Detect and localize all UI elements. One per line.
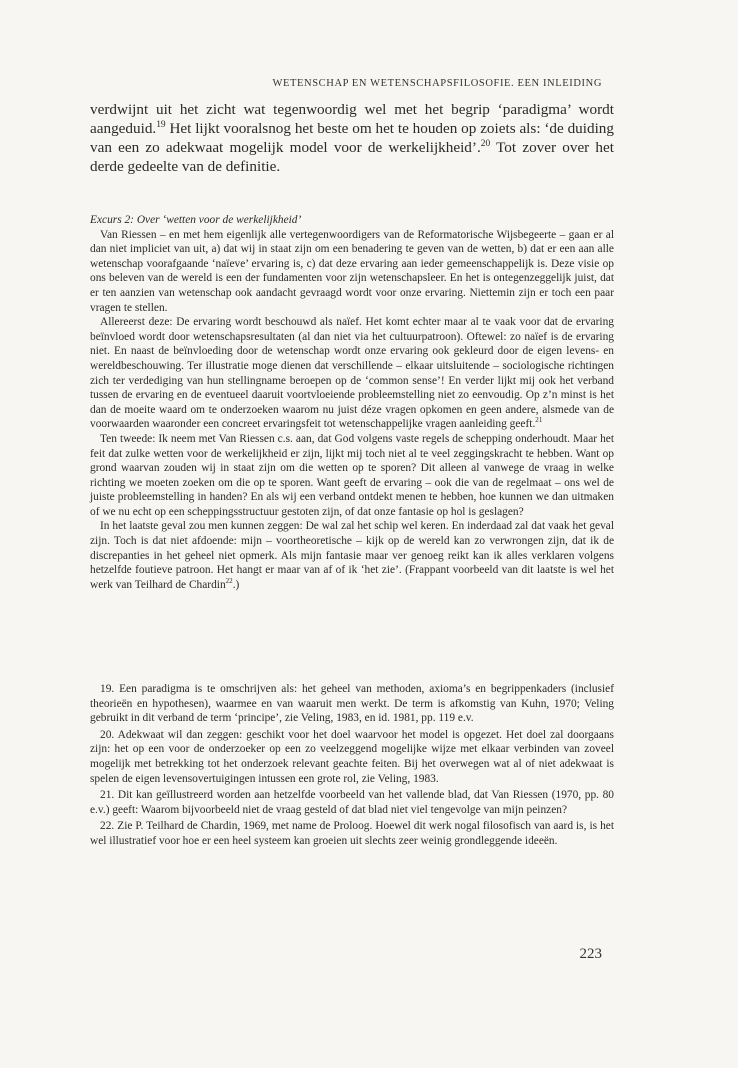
footnote: 22. Zie P. Teilhard de Chardin, 1969, met name de Proloog. Hoewel dit werk nogal filosofisch van aard is, is het wel illustratief voor hoe er een heel systeem kan groeien uit slechts zeer weinig grondleggende ideeën. (90, 820, 614, 847)
footnote-ref-22: 22 (225, 577, 233, 586)
excurs-paragraph-2 (90, 315, 614, 432)
intro-paragraph (90, 100, 614, 176)
intro-text-b: Het lijkt vooralsnog het beste om het te houden op zoiets als: ‘de duiding van een zo adekwaat mogelijk model voor de werkelijkheid’. (90, 120, 614, 156)
excurs-paragraph-4 (90, 519, 614, 592)
excurs-title: Excurs 2: Over ‘wetten voor de werkelijkheid’ (90, 214, 302, 226)
footnote: 19. Een paradigma is te omschrijven als: het geheel van methoden, axioma’s en begrippenkaders (inclusief theorieën en hypothesen), waarmee en van waaruit men werkt. De term is afkomstig van Kuhn, 1970; Veling gebruikt in dit verband de term ‘principe’, zie Veling, 1983, en id. 1981, pp. 119 e.v. (90, 683, 614, 725)
running-head: WETENSCHAP EN WETENSCHAPSFILOSOFIE. EEN INLEIDING (272, 78, 602, 89)
intro-text (90, 100, 614, 176)
page-number: 223 (579, 946, 602, 962)
intro-text-a: verdwijnt uit het zicht wat tegenwoordig wel met het begrip ‘paradigma’ wordt aangeduid. (90, 101, 614, 137)
excurs-paragraph-2-text: Allereerst deze: De ervaring wordt beschouwd als naïef. Het komt echter maar al te vaak voor dat de ervaring beïnvloed wordt door wetenschapsresultaten (al dan niet via het cultuurpatroon). Oftewel: zo naïef is de ervaring niet. En naast de beïnvloeding door de wetenschap wordt onze ervaring ook gekleurd door de eigen levens- en wereldbeschouwing. Ter illustratie moge dienen dat verschillende – elkaar uitsluitende – sociologische richtingen zich ter verdediging van hun stellingname beroepen op de ‘common sense’! En verder lijkt mij ook het verband tussen de ervaring en de eventueel daaruit voortvloeiende probleemstelling niet zo eenvoudig. Op z’n minst is het dan de moeite waard om te onderzoeken waarom nu juist déze vragen opkomen en geen andere, alsmede van de voorwaarden waaronder een concreet ervaringsfeit tot wetenschappelijke vragen aanleiding geeft. (90, 316, 614, 431)
page (90, 0, 614, 1068)
excurs-paragraph-4-text: In het laatste geval zou men kunnen zeggen: De wal zal het schip wel keren. En inderdaad zal dat vaak het geval zijn. Toch is dat niet afdoende: mijn – voortheoretische – kijk op de wereld kan zo verwrongen zijn, dat ik de discrepanties in het geheel niet opmerk. Als mijn fantasie maar ver genoeg reikt kan ik alles verklaren volgens hetzelfde foutieve patroon. Het hangt er maar van af of ik ‘het zie’. (Frappant voorbeeld van dit laatste is wel het werk van Teilhard de Chardin (90, 520, 614, 591)
footnote: 20. Adekwaat wil dan zeggen: geschikt voor het doel waarvoor het model is opgezet. Het doel zal doorgaans zijn: het op een voor de onderzoeker op een zo veelzeggend mogelijke wijze met elkaar verbinden van zoveel mogelijk met betrekking tot het onderzoek relevant geachte feiten. Bij het overwegen wat al of niet adekwaat is spelen de eigen levensovertuigingen intussen een grote rol, zie Veling, 1983. (90, 728, 614, 785)
footnotes (90, 682, 614, 851)
excurs-paragraph-4-end: .) (232, 578, 240, 591)
intro-text-c: Tot zover over het derde gedeelte van de definitie. (90, 139, 614, 175)
footnote-ref-20: 20 (480, 138, 491, 149)
footnote-ref-21: 21 (535, 416, 543, 425)
footnote-ref-19: 19 (156, 119, 166, 130)
footnote: 21. Dit kan geïllustreerd worden aan hetzelfde voorbeeld van het vallende blad, dat Van Riessen (1970, pp. 80 e.v.) geeft: Waarom bijvoorbeeld niet de vraag gesteld of dat blad niet viel tengevolge van mijn peinzen? (90, 789, 614, 816)
excurs-paragraph-1: Van Riessen – en met hem eigenlijk alle vertegenwoordigers van de Reformatorische Wijsbegeerte – gaan er al dan niet impliciet van uit, a) dat wij in staat zijn om een benadering te geven van de wetten, b) dat er een aan alle wetenschap voorafgaande ‘naïeve’ ervaring is, c) dat deze ervaring aan ieder gemeenschappelijk is. Deze visie op ons beleven van de wereld is een der fundamenten voor zijn wetenschapsleer. En het is ontegenzeggelijk juist, dat er ten aanzien van wetenschap ook aandacht gevraagd wordt voor onze ervaring. Niettemin zijn er toch een paar vragen te stellen. (90, 228, 614, 314)
excurs-paragraph-3: Ten tweede: Ik neem met Van Riessen c.s. aan, dat God volgens vaste regels de schepping onderhoudt. Maar het feit dat zulke wetten voor de werkelijkheid er zijn, lijkt mij toch niet al te veel zeggingskracht te hebben. Want op grond waarvan zouden wij in staat zijn om die wetten op te sporen? Dit alleen al vanwege de vraag in welke richting we moeten zoeken om die op te sporen. Want geeft de ervaring – ook die van de regelmaat – ons wel de juiste probleemstelling in handen? En als wij een verband ontdekt menen te hebben, hoe kunnen we dan uitmaken of we nu echt op een scheppingsstructuur gestoten zijn, of dat onze fantasie op hol is geslagen? (90, 432, 614, 518)
excurs-section (90, 213, 614, 592)
